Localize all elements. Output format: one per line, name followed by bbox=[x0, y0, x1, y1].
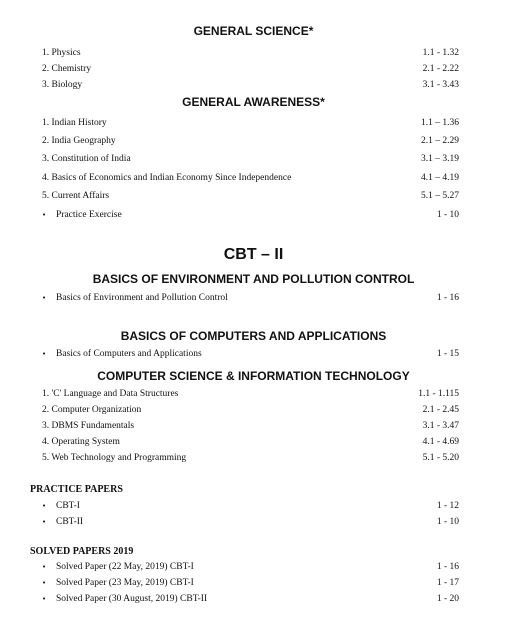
toc-entry-label: 5. Web Technology and Programming bbox=[42, 453, 187, 463]
toc-entry-label: Basics of Computers and Applications bbox=[56, 349, 202, 359]
toc-entry bbox=[42, 292, 459, 305]
toc-entry bbox=[42, 79, 459, 92]
toc-entry-pages: 1.1 – 1.36 bbox=[421, 118, 459, 128]
toc-entry bbox=[42, 117, 459, 130]
toc-entry bbox=[42, 452, 459, 465]
toc-entry-pages: 4.1 – 4.19 bbox=[421, 173, 459, 183]
toc-entry bbox=[42, 47, 459, 60]
toc-entry bbox=[42, 153, 459, 166]
toc-entry bbox=[42, 63, 459, 76]
toc-entry-label: 4. Operating System bbox=[42, 437, 120, 447]
toc-entry-pages: 1 - 16 bbox=[436, 293, 459, 303]
part-heading-cbt-2: CBT – II bbox=[223, 246, 284, 263]
bullet-icon: • bbox=[42, 579, 47, 587]
section-heading-general-awareness: GENERAL AWARENESS* bbox=[182, 95, 325, 109]
toc-entry-label: Practice Exercise bbox=[56, 210, 122, 220]
toc-entry-label: 1. 'C' Language and Data Structures bbox=[42, 389, 179, 399]
toc-entry-pages: 5.1 – 5.27 bbox=[421, 191, 459, 201]
toc-entry-label: 4. Basics of Economics and Indian Economy Since Independence bbox=[42, 173, 292, 183]
toc-entry-pages: 1 - 15 bbox=[436, 349, 459, 359]
toc-entry bbox=[42, 436, 459, 449]
section-heading-practice-papers: PRACTICE PAPERS bbox=[30, 484, 123, 495]
toc-entry-pages: 2.1 - 2.22 bbox=[422, 64, 459, 74]
section-heading-cs-it: COMPUTER SCIENCE & INFORMATION TECHNOLOGY bbox=[97, 369, 410, 383]
toc-entry bbox=[42, 516, 459, 529]
toc-entry-pages: 1.1 - 1.115 bbox=[418, 389, 459, 399]
toc-entry-label: Solved Paper (22 May, 2019) CBT-I bbox=[56, 562, 194, 572]
toc-entry-pages: 5.1 - 5.20 bbox=[422, 453, 459, 463]
toc-entry-pages: 3.1 – 3.19 bbox=[421, 154, 459, 164]
toc-entry-pages: 4.1 - 4.69 bbox=[422, 437, 459, 447]
bullet-icon: • bbox=[42, 563, 47, 571]
toc-entry-pages: 2.1 – 2.29 bbox=[421, 136, 459, 146]
toc-entry-label: CBT-I bbox=[56, 501, 80, 511]
toc-entry bbox=[42, 135, 459, 148]
toc-entry-pages: 2.1 - 2.45 bbox=[422, 405, 459, 415]
toc-entry-pages: 1 - 17 bbox=[436, 578, 459, 588]
toc-entry bbox=[42, 348, 459, 361]
toc-entry bbox=[42, 388, 459, 401]
toc-entry-pages: 3.1 - 3.43 bbox=[422, 80, 459, 90]
toc-entry bbox=[42, 420, 459, 433]
toc-entry-pages: 1 - 10 bbox=[436, 210, 459, 220]
toc-entry-pages: 1 - 10 bbox=[436, 517, 459, 527]
toc-entry-label: 2. Chemistry bbox=[42, 64, 92, 74]
section-heading-environment: BASICS OF ENVIRONMENT AND POLLUTION CONTROL bbox=[92, 272, 415, 286]
toc-entry-label: 2. Computer Organization bbox=[42, 405, 142, 415]
bullet-icon: • bbox=[42, 350, 47, 358]
toc-entry bbox=[42, 172, 459, 185]
bullet-icon: • bbox=[42, 294, 47, 302]
toc-entry-label: 1. Physics bbox=[42, 48, 81, 58]
bullet-icon: • bbox=[42, 518, 47, 526]
toc-entry-label: Basics of Environment and Pollution Control bbox=[56, 293, 228, 303]
toc-entry-pages: 1 - 20 bbox=[436, 594, 459, 604]
toc-entry-label: 5. Current Affairs bbox=[42, 191, 110, 201]
toc-entry-label: Solved Paper (30 August, 2019) CBT-II bbox=[56, 594, 208, 604]
toc-entry-pages: 1 - 12 bbox=[436, 501, 459, 511]
toc-entry-label: CBT-II bbox=[56, 517, 84, 527]
toc-entry bbox=[42, 561, 459, 574]
bullet-icon: • bbox=[42, 502, 47, 510]
toc-entry bbox=[42, 209, 459, 222]
toc-entry-pages: 1.1 - 1.32 bbox=[422, 48, 459, 58]
toc-entry bbox=[42, 577, 459, 590]
toc-entry-label: 3. Biology bbox=[42, 80, 83, 90]
toc-entry-label: 1. Indian History bbox=[42, 118, 107, 128]
section-heading-solved-papers: SOLVED PAPERS 2019 bbox=[30, 546, 134, 557]
toc-entry-pages: 1 - 16 bbox=[436, 562, 459, 572]
toc-entry-label: 2. India Geography bbox=[42, 136, 116, 146]
toc-entry-label: 3. DBMS Fundamentals bbox=[42, 421, 135, 431]
section-heading-computers: BASICS OF COMPUTERS AND APPLICATIONS bbox=[120, 329, 387, 343]
section-heading-general-science: GENERAL SCIENCE* bbox=[193, 24, 314, 38]
toc-entry-label: 3. Constitution of India bbox=[42, 154, 131, 164]
bullet-icon: • bbox=[42, 595, 47, 603]
toc-entry bbox=[42, 190, 459, 203]
bullet-icon: • bbox=[42, 211, 47, 219]
toc-entry-pages: 3.1 - 3.47 bbox=[422, 421, 459, 431]
toc-entry bbox=[42, 404, 459, 417]
toc-entry bbox=[42, 593, 459, 606]
toc-entry bbox=[42, 500, 459, 513]
toc-entry-label: Solved Paper (23 May, 2019) CBT-I bbox=[56, 578, 194, 588]
